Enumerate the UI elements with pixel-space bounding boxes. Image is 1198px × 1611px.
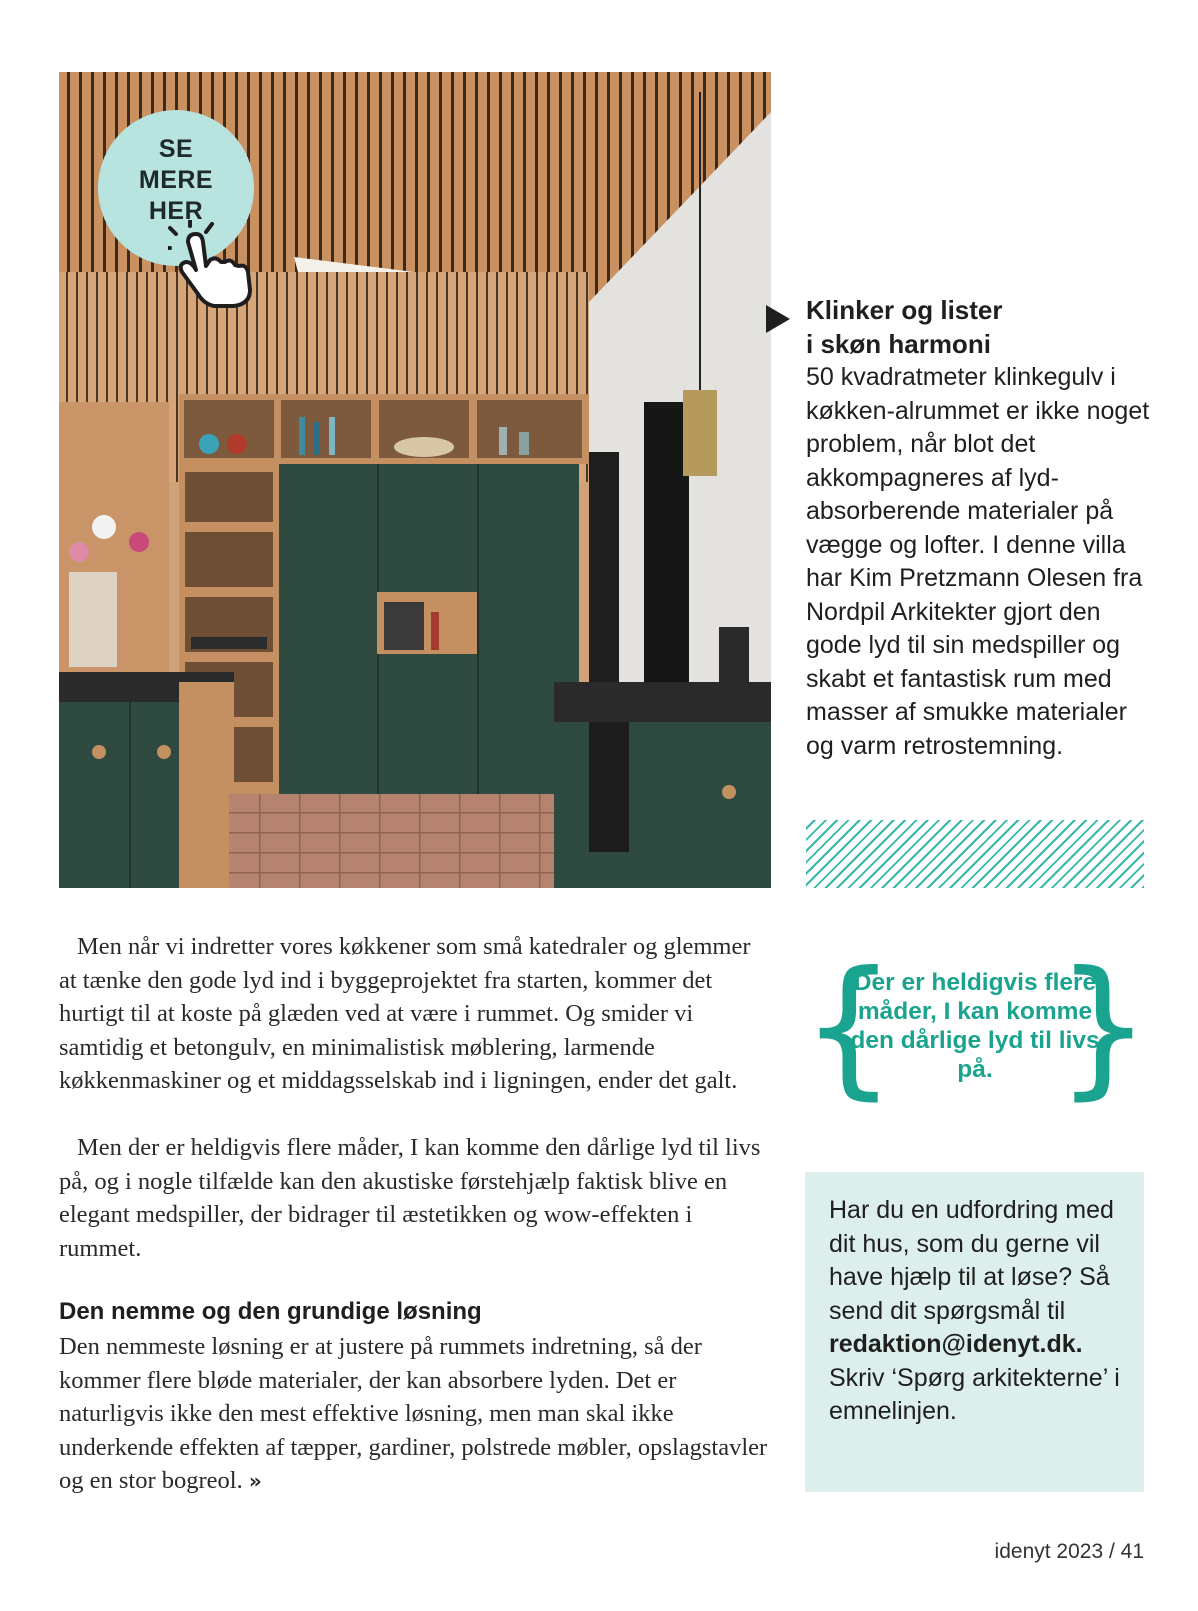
badge-line-2: MERE: [138, 166, 214, 194]
pull-quote-text: Der er heldigvis flere måder, I kan komme den dårlige lyd til livs på.: [850, 969, 1100, 1083]
page-footer: idenyt 2023 / 41: [994, 1540, 1144, 1563]
badge-line-1: SE: [158, 135, 194, 163]
continue-marker-icon: »: [248, 1469, 262, 1493]
caption-text: 50 kvadratmeter klinkegulv i køkken-alrummet er ikke noget problem, når blot det akkompagneres af lyd-absorberende materialer på vægge og lofter. I denne villa har Kim Pretzmann Olesen fra Nordpil Arkitekter gjort den gode lyd til sin medspiller og skabt et fantastisk rum med masser af smukke materialer og varm retrostemning.: [806, 363, 1150, 760]
contact-text: [829, 1194, 1124, 1429]
contact-text-before: Har du en udfordring med dit hus, som du gerne vil have hjælp til at løse? Så send dit spørgsmål til: [829, 1196, 1114, 1325]
pointing-hand-icon[interactable]: [168, 220, 268, 310]
contact-text-after: Skriv ‘Spørg arkitekterne’ i emnelinjen.: [829, 1363, 1120, 1425]
quote-brace-right-icon: }: [1055, 940, 1151, 1114]
caption-title: [806, 293, 1146, 361]
article-paragraph-3: [59, 1330, 769, 1499]
quote-brace-left-icon: {: [801, 940, 897, 1114]
article-paragraph-1: Men når vi indretter vores køkkener som små katedraler og glemmer at tænke den gode lyd ind i byggeprojektet fra starten, kommer det hurtigt til at koste på glæden ved at være i rummet. Og smider vi samtidig et betongulv, en minimalistisk møblering, larmende køkkenmaskiner og et middagsselskab ind i ligningen, ender det galt.: [59, 933, 751, 1094]
contact-box: [805, 1172, 1144, 1492]
caption-title-line-1: Klinker og lister: [806, 295, 1003, 325]
contact-email-link[interactable]: redaktion@idenyt.dk.: [829, 1330, 1083, 1358]
caption-title-line-2: i skøn harmoni: [806, 329, 991, 359]
pull-quote: [801, 940, 1151, 1114]
caption-arrow-icon: [766, 305, 790, 333]
article-paragraph-3-text: Den nemmeste løsning er at justere på rummets indretning, så der kommer flere bløde materialer, der kan absorbere lyden. Det er naturligvis ikke den mest effektive løsning, men man skal ikke underkende effekten af tæpper, gardiner, polstrede møbler, opslagstavler og en stor bogreol.: [59, 1333, 768, 1494]
decorative-hatch: [806, 820, 1144, 888]
article-paragraph-2: Men der er heldigvis flere måder, I kan komme den dårlige lyd til livs på, og i nogle tilfælde kan den akustiske førstehjælp faktisk blive en elegant medspiller, der bidrager til æstetikken og wow-effekten i rummet.: [59, 1134, 761, 1262]
badge-line-3: HER: [148, 197, 204, 225]
section-subheading: Den nemme og den grundige løsning: [59, 1298, 482, 1325]
